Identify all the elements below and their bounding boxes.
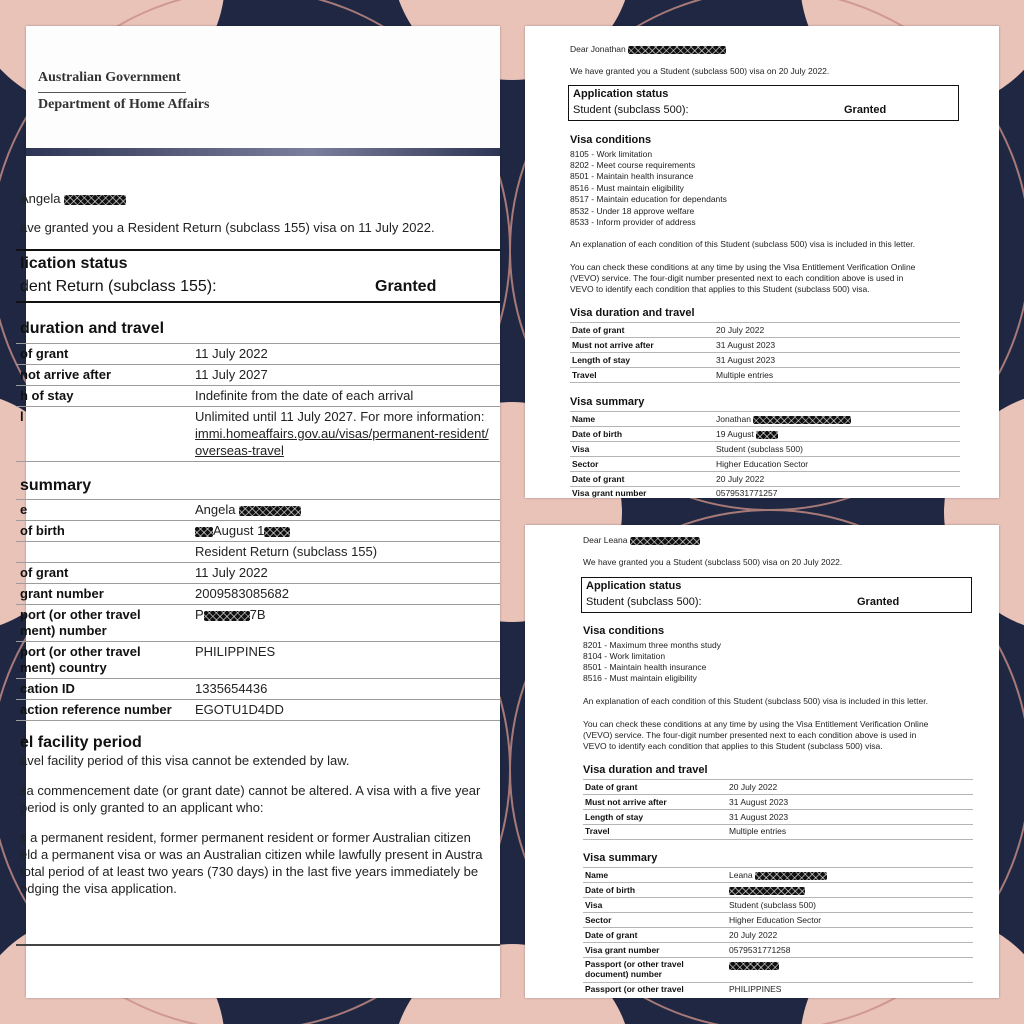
paragraph-line: odging the visa application. (20, 881, 177, 896)
row-divider (570, 486, 960, 487)
application-status-label: Student (subclass 500): (586, 596, 702, 608)
row-divider (16, 699, 500, 700)
row-divider (16, 499, 500, 500)
vevo-text: You can check these conditions at any time by using the Visa Entitlement Verification Online (570, 262, 916, 272)
summary-heading: summary (20, 477, 92, 494)
redaction-mark (195, 527, 213, 537)
table-row-label: grant number (20, 586, 104, 601)
government-name: Australian Government (38, 70, 181, 85)
row-divider (16, 520, 500, 521)
row-divider (583, 794, 973, 795)
row-divider (16, 541, 500, 542)
vevo-text: You can check these conditions at any time by using the Visa Entitlement Verification Online (583, 719, 929, 729)
row-divider (16, 604, 500, 605)
table-row-value: 2009583085682 (195, 586, 289, 601)
table-row-value: Higher Education Sector (729, 915, 822, 925)
list-item: 8201 - Maximum three months study (583, 640, 721, 650)
table-row-value: 0579531771257 (716, 488, 778, 498)
section-rule (16, 249, 500, 251)
name-value: Leana (729, 870, 753, 880)
table-row-value: Student (subclass 500) (716, 444, 803, 454)
row-divider (583, 912, 973, 913)
table-row-value: 31 August 2023 (716, 340, 776, 350)
table-row-label-continued: document) number (585, 969, 662, 979)
row-divider (583, 957, 973, 958)
table-row-value: Multiple entries (716, 370, 774, 380)
application-status-label: dent Return (subclass 155): (20, 278, 217, 295)
application-status-heading: Application status (573, 88, 669, 100)
table-row-value (195, 502, 301, 517)
table-row-label: port (or other travel (20, 644, 141, 659)
table-row-label: Sector (572, 459, 599, 469)
row-divider (570, 411, 960, 412)
row-divider (583, 809, 973, 810)
redaction-mark (729, 887, 805, 895)
application-status-value: Granted (375, 278, 437, 295)
table-row-label: of birth (20, 523, 65, 538)
list-item: 8532 - Under 18 approve welfare (570, 206, 695, 216)
explanation-text: An explanation of each condition of this Student (subclass 500) visa is included in this letter. (570, 239, 915, 249)
list-item: 8501 - Maintain health insurance (583, 662, 707, 672)
table-row-value: Multiple entries (729, 826, 787, 836)
paragraph-line: s a permanent resident, former permanent resident or former Australian citizen (20, 830, 471, 845)
intro-text: We have granted you a Student (subclass 500) visa on 20 July 2022. (583, 557, 843, 567)
table-row-value: 1335654436 (195, 681, 268, 696)
birth-date-value: 19 August (716, 429, 754, 439)
redaction-mark (264, 527, 290, 537)
application-status-label: Student (subclass 500): (573, 104, 689, 116)
birth-date-value: August 1 (213, 523, 265, 538)
table-row-label: Travel (572, 370, 597, 380)
row-divider (583, 982, 973, 983)
row-divider (583, 942, 973, 943)
paragraph-line: sa commencement date (or grant date) cannot be altered. A visa with a five year (20, 783, 481, 798)
table-row-label: Name (585, 870, 609, 880)
row-divider (570, 441, 960, 442)
table-row-label: Visa grant number (585, 945, 660, 955)
table-row-label: e (20, 502, 28, 517)
table-row-value (729, 885, 805, 895)
row-divider (583, 927, 973, 928)
explanation-text: An explanation of each condition of this Student (subclass 500) visa is included in this letter. (583, 696, 928, 706)
passport-suffix: 7B (249, 607, 266, 622)
application-status-box (568, 85, 959, 121)
table-row-value: 20 July 2022 (716, 325, 765, 335)
row-divider (570, 456, 960, 457)
application-status-heading: Application status (586, 580, 682, 592)
list-item: 8517 - Maintain education for dependants (570, 194, 727, 204)
jonathan-student-visa-letter (525, 26, 999, 498)
list-item: 8105 - Work limitation (570, 149, 653, 159)
list-item: 8501 - Maintain health insurance (570, 171, 694, 181)
table-row-value: PHILIPPINES (195, 644, 276, 659)
table-row-value: 0579531771258 (729, 945, 791, 955)
redaction-mark (756, 431, 778, 439)
vevo-text: (VEVO) service. The four-digit number presented next to each condition above is used in (570, 273, 904, 283)
table-row-label: h of stay (20, 388, 74, 403)
redaction-mark (64, 195, 126, 205)
table-row-value: 20 July 2022 (729, 782, 778, 792)
name-value: Angela (195, 502, 236, 517)
application-status-heading: lication status (20, 255, 128, 272)
table-row-label: of grant (20, 565, 69, 580)
table-row-label: Passport (or other travel (585, 959, 684, 969)
table-row-label: Date of grant (572, 474, 625, 484)
table-row-label: l (20, 409, 24, 424)
redaction-mark (755, 872, 827, 880)
leana-student-visa-letter (525, 525, 999, 998)
table-row-value: Student (subclass 500) (729, 900, 816, 910)
table-row-label: not arrive after (20, 367, 112, 382)
table-row-label: Visa (572, 444, 590, 454)
row-divider (583, 897, 973, 898)
salutation (583, 535, 700, 545)
table-row-label: Length of stay (585, 812, 644, 822)
row-divider (570, 426, 960, 427)
table-row-label: Date of birth (572, 429, 623, 439)
row-divider (16, 583, 500, 584)
row-divider (570, 322, 960, 323)
table-row-label: Travel (585, 826, 610, 836)
application-status-value: Granted (857, 596, 900, 608)
table-row-value (195, 523, 290, 538)
travel-facility-heading: el facility period (20, 734, 142, 751)
paragraph-line: avel facility period of this visa cannot be extended by law. (20, 753, 350, 768)
row-divider (583, 867, 973, 868)
table-row-value: PHILIPPINES (729, 984, 782, 994)
department-name: Department of Home Affairs (38, 97, 210, 112)
paragraph-line: period is only granted to an applicant who: (20, 800, 264, 815)
table-row-value (729, 870, 827, 880)
row-divider (583, 779, 973, 780)
row-divider (16, 385, 500, 386)
vevo-text: VEVO to identify each condition that applies to this Student (subclass 500) visa. (583, 741, 883, 751)
list-item: 8104 - Work limitation (583, 651, 666, 661)
row-divider (583, 882, 973, 883)
row-divider (570, 471, 960, 472)
conditions-heading: Visa conditions (570, 134, 652, 146)
table-row-label: action reference number (20, 702, 172, 717)
row-divider (583, 839, 973, 840)
row-divider (16, 720, 500, 721)
application-status-value: Granted (844, 104, 887, 116)
table-row-value (195, 607, 266, 622)
table-row-label: Must not arrive after (572, 340, 654, 350)
table-row-value: EGOTU1D4DD (195, 702, 284, 717)
intro-text: We have granted you a Student (subclass 500) visa on 20 July 2022. (570, 66, 830, 76)
redaction-mark (729, 962, 779, 970)
table-row-label: Must not arrive after (585, 797, 667, 807)
table-row-value: 11 July 2022 (195, 346, 268, 361)
row-divider (570, 382, 960, 383)
row-divider (570, 352, 960, 353)
table-row-label: Length of stay (572, 355, 631, 365)
list-item: 8516 - Must maintain eligibility (583, 673, 697, 683)
table-row-value: Higher Education Sector (716, 459, 809, 469)
table-row-value: 31 August 2023 (729, 797, 789, 807)
table-row-label: Date of birth (585, 885, 636, 895)
table-row-label-continued: ment) number (20, 623, 107, 638)
row-divider (16, 641, 500, 642)
passport-prefix: P (195, 607, 204, 622)
table-row-label: port (or other travel (20, 607, 141, 622)
row-divider (570, 367, 960, 368)
resident-return-visa-letter (20, 26, 500, 998)
redaction-mark (628, 46, 726, 54)
summary-heading: Visa summary (583, 852, 658, 864)
row-divider (16, 406, 500, 407)
list-item: 8516 - Must maintain eligibility (570, 183, 684, 193)
table-row-label: Date of grant (572, 325, 625, 335)
table-row-value: 31 August 2023 (716, 355, 776, 365)
footer-rule (16, 944, 500, 946)
redaction-mark (204, 611, 250, 621)
row-divider (16, 364, 500, 365)
paragraph-line: total period of at least two years (730 days) in the last five years immediately be (20, 864, 479, 879)
conditions-heading: Visa conditions (583, 625, 665, 637)
redaction-mark (239, 506, 301, 516)
redaction-mark (753, 416, 851, 424)
summary-heading: Visa summary (570, 396, 645, 408)
table-row-label: Date of grant (585, 782, 638, 792)
table-row-value: Unlimited until 11 July 2027. For more information: (195, 409, 485, 424)
redaction-mark (630, 537, 700, 545)
immi-link-continued[interactable]: overseas-travel (195, 443, 284, 458)
immi-link[interactable]: immi.homeaffairs.gov.au/visas/permanent-resident/ (195, 426, 489, 441)
intro-text: ave granted you a Resident Return (subclass 155) visa on 11 July 2022. (20, 220, 435, 235)
duration-heading: Visa duration and travel (570, 307, 695, 319)
application-status-box (581, 577, 972, 613)
table-row-label: Sector (585, 915, 612, 925)
table-row-value: 11 July 2027 (195, 367, 268, 382)
row-divider (16, 562, 500, 563)
duration-heading: duration and travel (20, 320, 165, 337)
table-row-value: 31 August 2023 (729, 812, 789, 822)
list-item: 8533 - Inform provider of address (570, 217, 696, 227)
table-row-label: Visa (585, 900, 603, 910)
table-row-label: Visa grant number (572, 488, 647, 498)
vevo-text: (VEVO) service. The four-digit number presented next to each condition above is used in (583, 730, 917, 740)
table-row-value: Indefinite from the date of each arrival (195, 388, 414, 403)
vevo-text: VEVO to identify each condition that applies to this Student (subclass 500) visa. (570, 284, 870, 294)
name-value: Jonathan (716, 414, 751, 424)
row-divider (16, 461, 500, 462)
table-row-label: Date of grant (585, 930, 638, 940)
row-divider (570, 337, 960, 338)
table-row-value (716, 429, 778, 439)
table-row-value: Resident Return (subclass 155) (195, 544, 378, 559)
salutation (20, 191, 126, 206)
table-row-value: 20 July 2022 (716, 474, 765, 484)
table-row-label: Name (572, 414, 596, 424)
table-row-value: 11 July 2022 (195, 565, 268, 580)
table-row-label: Passport (or other travel (585, 984, 684, 994)
table-row-label: cation ID (20, 681, 75, 696)
row-divider (16, 343, 500, 344)
row-divider (16, 678, 500, 679)
salutation-name: Dear Jonathan (570, 44, 626, 54)
row-divider (583, 824, 973, 825)
table-row-label-continued: ment) country (20, 660, 107, 675)
paragraph-line: eld a permanent visa or was an Australian citizen while lawfully present in Austra (20, 847, 483, 862)
salutation-name: Angela (20, 191, 61, 206)
table-row-label: of grant (20, 346, 69, 361)
salutation-name: Dear Leana (583, 535, 628, 545)
duration-heading: Visa duration and travel (583, 764, 708, 776)
section-rule (16, 301, 500, 303)
list-item: 8202 - Meet course requirements (570, 160, 696, 170)
table-row-value (729, 960, 779, 970)
salutation (570, 44, 726, 54)
table-row-value: 20 July 2022 (729, 930, 778, 940)
table-row-value (716, 414, 851, 424)
